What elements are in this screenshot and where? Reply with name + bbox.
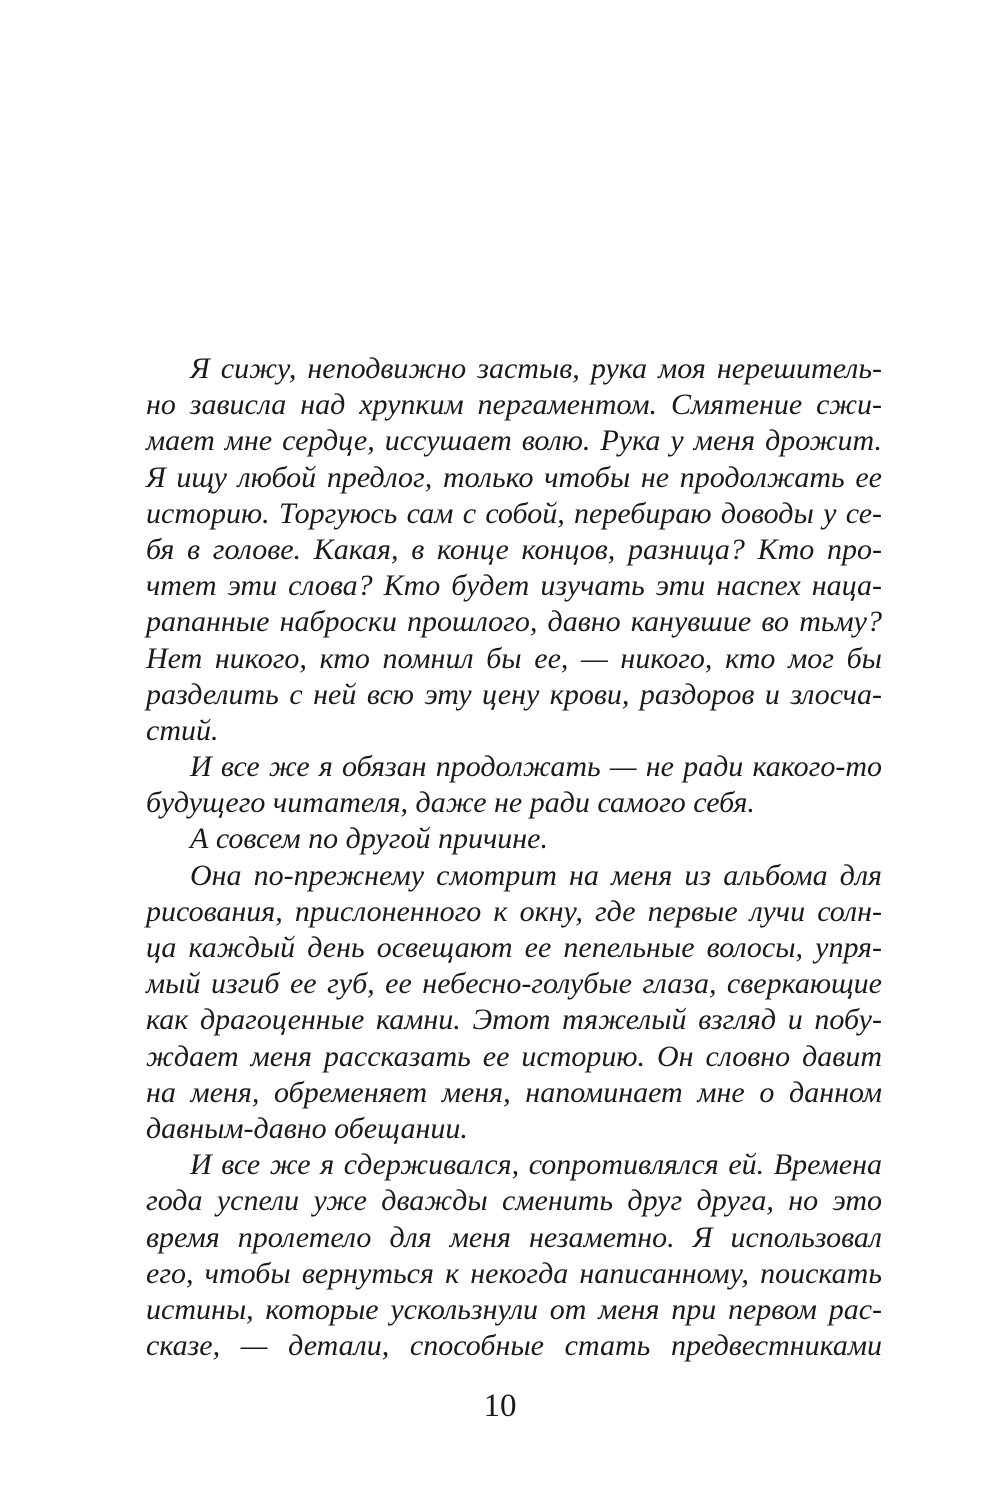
text-line: ца каждый день освещают ее пепельные волосы, упря- xyxy=(146,931,882,964)
text-line: рапанные наброски прошлого, давно канувшие во тьму? xyxy=(146,605,882,639)
text-line: мый изгиб ее губ, ее небесно-голубые глаза, сверкающие xyxy=(146,967,882,1001)
text-line: стий. xyxy=(146,713,219,747)
text-line: И все же я сдерживался, сопротивлялся ей. Времена xyxy=(190,1148,882,1182)
text-line: рисования, прислоненного к окну, где первые лучи солн- xyxy=(146,894,882,928)
text-line: Нет никого, кто помнил бы ее, — никого, кто мог бы xyxy=(146,641,882,675)
text-line: но зависла над хрупким пергаментом. Смятение сжи- xyxy=(146,388,882,422)
text-line: историю. Торгуюсь сам с собой, перебираю доводы у се- xyxy=(146,496,882,530)
text-line: его, чтобы вернуться к некогда написанному, поискать xyxy=(146,1256,882,1290)
text-line: Я сижу, неподвижно застыв, рука моя нерешитель- xyxy=(190,352,882,385)
text-line: А совсем по другой причине. xyxy=(190,822,548,856)
text-line: давным-давно обещании. xyxy=(146,1111,468,1145)
text-line: истины, которые ускользнули от меня при первом рас- xyxy=(146,1292,882,1326)
text-line: И все же я обязан продолжать — не ради какого-то xyxy=(190,750,882,784)
text-line: сказе, — детали, способные стать предвестниками xyxy=(146,1329,882,1363)
text-line: года успели уже дважды сменить друг друга, но это xyxy=(146,1184,882,1218)
text-line: как драгоценные камни. Этот тяжелый взгляд и побу- xyxy=(146,1003,882,1037)
text-line: мает мне сердце, иссушает волю. Рука у меня дрожит. xyxy=(146,424,882,458)
text-line: ждает меня рассказать ее историю. Он словно давит xyxy=(146,1039,882,1073)
text-line: разделить с ней всю эту цену крови, раздоров и злосча- xyxy=(146,677,882,711)
text-line: будущего читателя, даже не ради самого себя. xyxy=(146,786,755,820)
text-line: чтет эти слова? Кто будет изучать эти наспех наца- xyxy=(146,569,882,603)
text-line: на меня, обременяет меня, напоминает мне о данном xyxy=(146,1075,882,1109)
text-line: Она по-прежнему смотрит на меня из альбома для xyxy=(190,858,882,892)
text-line: время пролетело для меня незаметно. Я использовал xyxy=(146,1220,882,1254)
body-text xyxy=(146,351,882,1364)
page-number: 10 xyxy=(483,1388,517,1424)
text-line: бя в голове. Какая, в конце концов, разница? Кто про- xyxy=(146,532,882,566)
text-line: Я ищу любой предлог, только чтобы не продолжать ее xyxy=(146,460,882,494)
